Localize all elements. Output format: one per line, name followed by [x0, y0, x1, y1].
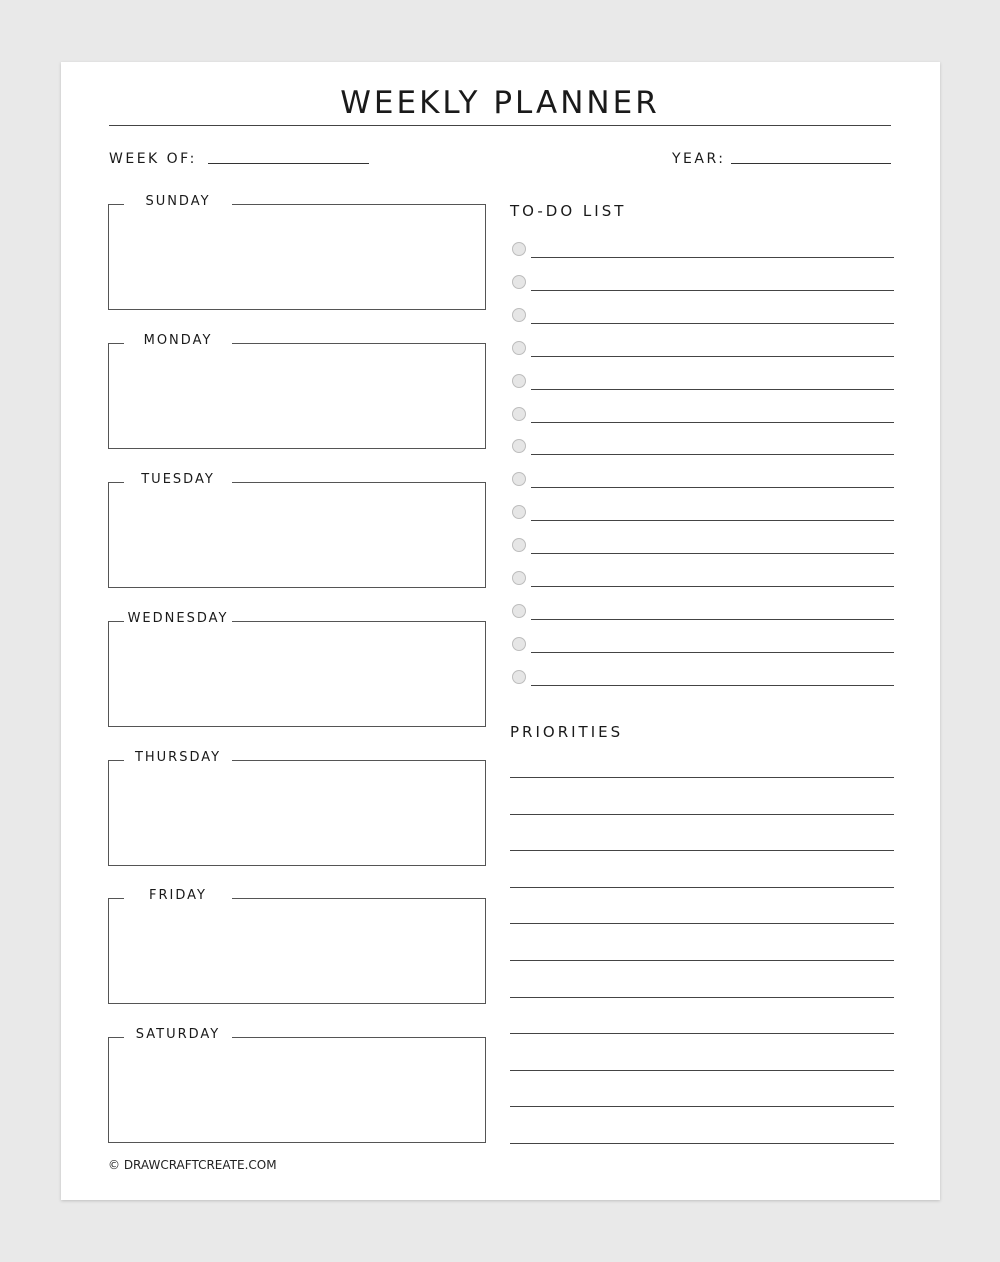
todo-checkbox[interactable]	[512, 670, 526, 684]
day-box-monday[interactable]	[108, 343, 486, 449]
todo-item[interactable]	[512, 472, 894, 490]
day-box-tuesday[interactable]	[108, 482, 486, 588]
priority-write-line[interactable]	[510, 1070, 894, 1071]
todo-checkbox[interactable]	[512, 275, 526, 289]
day-label-monday: MONDAY	[124, 333, 232, 349]
todo-write-line[interactable]	[531, 520, 894, 521]
todo-checkbox[interactable]	[512, 505, 526, 519]
todo-write-line[interactable]	[531, 290, 894, 291]
day-label-saturday: SATURDAY	[124, 1027, 232, 1043]
day-box-wednesday[interactable]	[108, 621, 486, 727]
todo-heading: TO-DO LIST	[510, 202, 627, 220]
priority-write-line[interactable]	[510, 850, 894, 851]
day-box-thursday[interactable]	[108, 760, 486, 866]
day-label-tuesday: TUESDAY	[124, 472, 232, 488]
day-label-thursday: THURSDAY	[124, 750, 232, 766]
todo-write-line[interactable]	[531, 422, 894, 423]
priority-write-line[interactable]	[510, 997, 894, 998]
todo-write-line[interactable]	[531, 685, 894, 686]
priorities-heading: PRIORITIES	[510, 723, 624, 741]
copyright-footer: © DRAWCRAFTCREATE.COM	[108, 1158, 277, 1172]
todo-item[interactable]	[512, 407, 894, 425]
priority-write-line[interactable]	[510, 1143, 894, 1144]
todo-write-line[interactable]	[531, 487, 894, 488]
todo-item[interactable]	[512, 242, 894, 260]
todo-checkbox[interactable]	[512, 571, 526, 585]
todo-write-line[interactable]	[531, 257, 894, 258]
todo-item[interactable]	[512, 538, 894, 556]
priority-write-line[interactable]	[510, 923, 894, 924]
week-of-field[interactable]	[208, 163, 369, 164]
todo-item[interactable]	[512, 670, 894, 688]
todo-item[interactable]	[512, 439, 894, 457]
priority-write-line[interactable]	[510, 777, 894, 778]
priority-write-line[interactable]	[510, 814, 894, 815]
todo-item[interactable]	[512, 505, 894, 523]
day-box-friday[interactable]	[108, 898, 486, 1004]
todo-write-line[interactable]	[531, 553, 894, 554]
todo-checkbox[interactable]	[512, 407, 526, 421]
todo-checkbox[interactable]	[512, 637, 526, 651]
day-label-friday: FRIDAY	[124, 888, 232, 904]
todo-write-line[interactable]	[531, 619, 894, 620]
day-box-sunday[interactable]	[108, 204, 486, 310]
day-box-saturday[interactable]	[108, 1037, 486, 1143]
todo-item[interactable]	[512, 637, 894, 655]
todo-item[interactable]	[512, 604, 894, 622]
todo-checkbox[interactable]	[512, 341, 526, 355]
week-of-label: WEEK OF:	[109, 151, 197, 167]
page-title: WEEKLY PLANNER	[340, 85, 660, 121]
todo-item[interactable]	[512, 571, 894, 589]
todo-checkbox[interactable]	[512, 374, 526, 388]
year-label: YEAR:	[672, 151, 726, 167]
todo-write-line[interactable]	[531, 323, 894, 324]
priority-write-line[interactable]	[510, 1033, 894, 1034]
todo-checkbox[interactable]	[512, 439, 526, 453]
todo-item[interactable]	[512, 374, 894, 392]
todo-item[interactable]	[512, 275, 894, 293]
title-divider	[109, 125, 891, 126]
day-label-wednesday: WEDNESDAY	[124, 611, 232, 627]
todo-write-line[interactable]	[531, 389, 894, 390]
priority-write-line[interactable]	[510, 1106, 894, 1107]
todo-write-line[interactable]	[531, 454, 894, 455]
todo-item[interactable]	[512, 341, 894, 359]
priority-write-line[interactable]	[510, 887, 894, 888]
year-field[interactable]	[731, 163, 891, 164]
todo-item[interactable]	[512, 308, 894, 326]
todo-checkbox[interactable]	[512, 472, 526, 486]
day-label-sunday: SUNDAY	[124, 194, 232, 210]
todo-write-line[interactable]	[531, 652, 894, 653]
priority-write-line[interactable]	[510, 960, 894, 961]
todo-checkbox[interactable]	[512, 308, 526, 322]
todo-checkbox[interactable]	[512, 242, 526, 256]
todo-checkbox[interactable]	[512, 604, 526, 618]
todo-checkbox[interactable]	[512, 538, 526, 552]
todo-write-line[interactable]	[531, 586, 894, 587]
todo-write-line[interactable]	[531, 356, 894, 357]
